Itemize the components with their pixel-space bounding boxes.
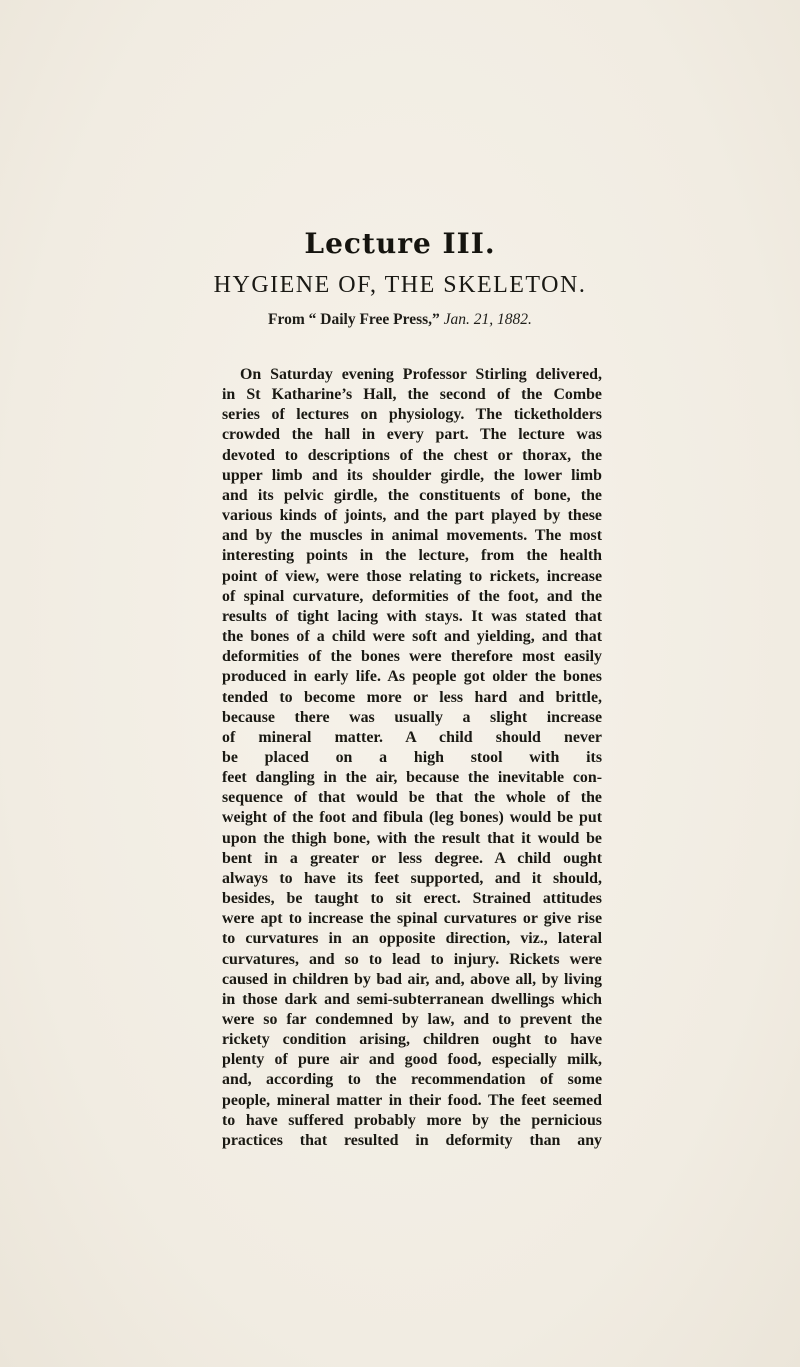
body-line: and by the muscles in animal movements. The most bbox=[222, 527, 602, 545]
body-line: of mineral matter. A child should never bbox=[222, 728, 602, 746]
body-line: deformities of the bones were therefore most easily bbox=[222, 648, 602, 666]
body-line: were apt to increase the spinal curvatures or give rise bbox=[222, 910, 602, 928]
body-line: and, according to the recommendation of some bbox=[222, 1071, 602, 1089]
body-line: caused in children by bad air, and, above all, by living bbox=[222, 970, 602, 988]
body-line: upper limb and its shoulder girdle, the lower limb bbox=[222, 466, 602, 484]
body-line: rickety condition arising, children ought to have bbox=[222, 1031, 602, 1049]
body-line: practices that resulted in deformity than any bbox=[222, 1131, 602, 1149]
source-publication: From “ Daily Free Press,” bbox=[268, 311, 440, 328]
body-line: results of tight lacing with stays. It was stated that bbox=[222, 607, 602, 625]
body-line: crowded the hall in every part. The lecture was bbox=[222, 426, 602, 444]
body-line: tended to become more or less hard and brittle, bbox=[222, 688, 602, 706]
body-line: to have suffered probably more by the pernicious bbox=[222, 1111, 602, 1129]
body-line: On Saturday evening Professor Stirling delivered, bbox=[240, 366, 602, 383]
body-line: in St Katharine’s Hall, the second of the Combe bbox=[222, 386, 602, 404]
body-line: in those dark and semi-subterranean dwellings which bbox=[222, 990, 602, 1008]
body-line: to curvatures in an opposite direction, viz., lateral bbox=[222, 930, 602, 948]
body-line: the bones of a child were soft and yielding, and that bbox=[222, 628, 602, 646]
body-line: produced in early life. As people got older the bones bbox=[222, 668, 602, 686]
body-line: devoted to descriptions of the chest or thorax, the bbox=[222, 446, 602, 464]
body-line: curvatures, and so to lead to injury. Rickets were bbox=[222, 950, 602, 968]
article-body bbox=[222, 365, 602, 1151]
body-line: point of view, were those relating to rickets, increase bbox=[222, 567, 602, 585]
source-citation bbox=[0, 310, 800, 330]
source-date: Jan. 21, 1882. bbox=[443, 311, 532, 328]
body-line: feet dangling in the air, because the inevitable con- bbox=[222, 769, 602, 787]
body-line: weight of the foot and fibula (leg bones) would be put bbox=[222, 809, 602, 827]
body-line: bent in a greater or less degree. A child ought bbox=[222, 849, 602, 867]
body-line: of spinal curvature, deformities of the foot, and the bbox=[222, 587, 602, 605]
lecture-heading: Lecture III. bbox=[304, 227, 496, 260]
body-line: people, mineral matter in their food. The feet seemed bbox=[222, 1091, 602, 1109]
body-line: because there was usually a slight increase bbox=[222, 708, 602, 726]
page-header bbox=[0, 228, 800, 330]
body-line: be placed on a high stool with its bbox=[222, 748, 602, 766]
body-line: interesting points in the lecture, from the health bbox=[222, 547, 602, 565]
body-line: sequence of that would be that the whole of the bbox=[222, 789, 602, 807]
body-line: and its pelvic girdle, the constituents of bone, the bbox=[222, 486, 602, 504]
body-line: always to have its feet supported, and it should, bbox=[222, 869, 602, 887]
article-title: HYGIENE OF, THE SKELETON. bbox=[213, 272, 587, 298]
body-line: besides, be taught to sit erect. Strained attitudes bbox=[222, 890, 602, 908]
body-line: were so far condemned by law, and to prevent the bbox=[222, 1011, 602, 1028]
body-line: upon the thigh bone, with the result that it would be bbox=[222, 829, 602, 847]
body-line: series of lectures on physiology. The ticketholders bbox=[222, 406, 602, 424]
body-line: plenty of pure air and good food, especially milk, bbox=[222, 1051, 602, 1069]
body-line: various kinds of joints, and the part played by these bbox=[222, 507, 602, 525]
